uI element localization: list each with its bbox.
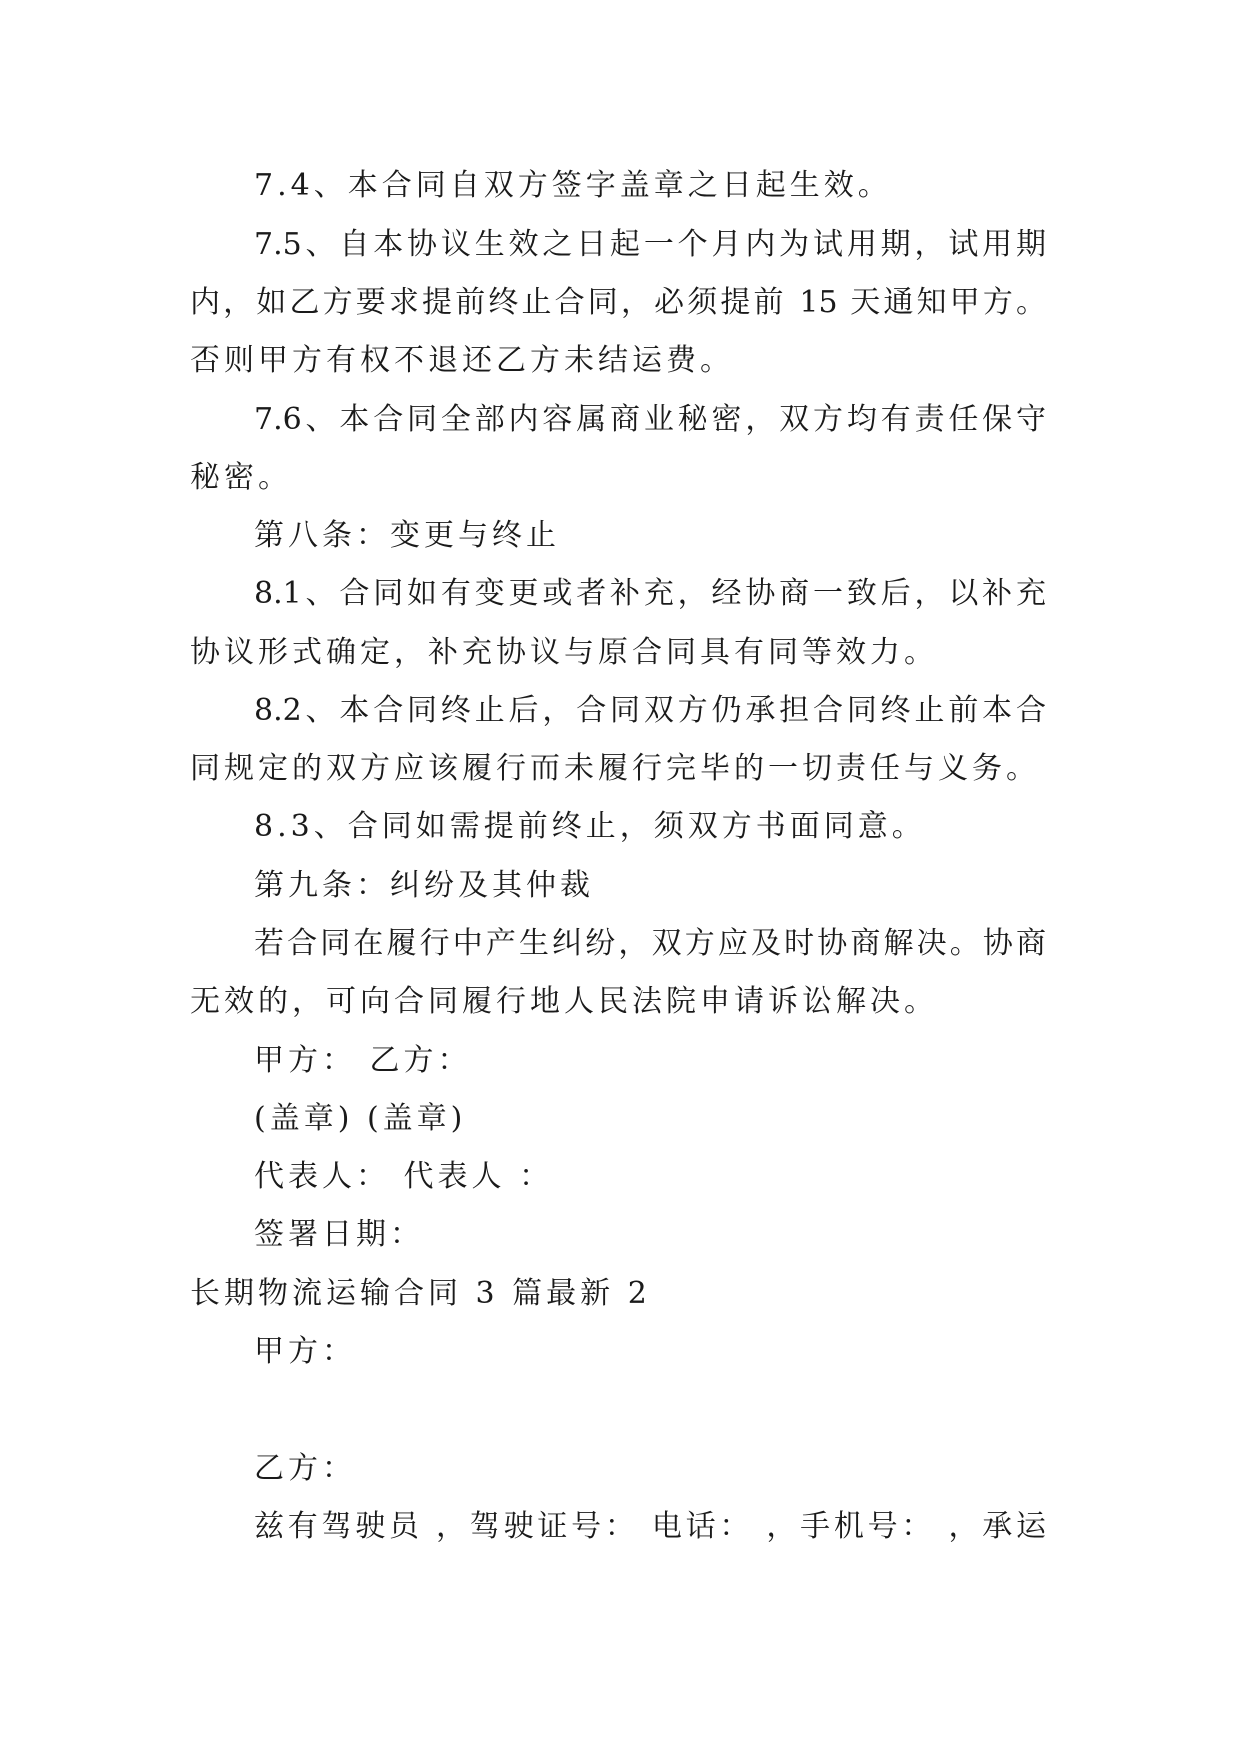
clause-7-5-line-3: 否则甲方有权不退还乙方未结运费。 <box>190 343 734 378</box>
clause-8-2-line-2: 同规定的双方应该履行而未履行完毕的一切责任与义务。 <box>190 751 1040 786</box>
clause-7-5-line-1: 7.5、自本协议生效之日起一个月内为试用期，试用期 <box>254 227 1046 262</box>
seal-labels: (盖章) (盖章) <box>254 1101 467 1136</box>
article-9-heading: 第九条：纠纷及其仲裁 <box>254 868 594 903</box>
clause-7-6-line-1: 7.6、本合同全部内容属商业秘密，双方均有责任保守 <box>254 402 1046 437</box>
clause-8-3: 8.3、合同如需提前终止，须双方书面同意。 <box>254 809 926 844</box>
clause-7-5-line-2: 内，如乙方要求提前终止合同，必须提前 15 天通知甲方。 <box>190 285 1046 320</box>
party-labels: 甲方： 乙方： <box>254 1043 472 1078</box>
section-title: 长期物流运输合同 3 篇最新 2 <box>190 1276 651 1311</box>
signing-date-label: 签署日期： <box>254 1217 424 1252</box>
party-b-label: 乙方： <box>254 1451 356 1486</box>
clause-8-1-line-1: 8.1、合同如有变更或者补充，经协商一致后，以补充 <box>254 576 1046 611</box>
clause-8-2-line-1: 8.2、本合同终止后，合同双方仍承担合同终止前本合 <box>254 693 1046 728</box>
clause-7-4: 7.4、本合同自双方签字盖章之日起生效。 <box>254 168 892 203</box>
driver-info-line: 兹有驾驶员 ，驾驶证号： 电话： ，手机号： ，承运 <box>254 1509 1046 1544</box>
article-8-heading: 第八条：变更与终止 <box>254 518 560 553</box>
representative-labels: 代表人： 代表人 ： <box>254 1159 554 1194</box>
party-a-label: 甲方： <box>254 1334 356 1369</box>
clause-7-6-line-2: 秘密。 <box>190 460 292 495</box>
article-9-line-1: 若合同在履行中产生纠纷，双方应及时协商解决。协商 <box>254 926 1046 961</box>
article-9-line-2: 无效的，可向合同履行地人民法院申请诉讼解决。 <box>190 984 938 1019</box>
clause-8-1-line-2: 协议形式确定，补充协议与原合同具有同等效力。 <box>190 635 938 670</box>
